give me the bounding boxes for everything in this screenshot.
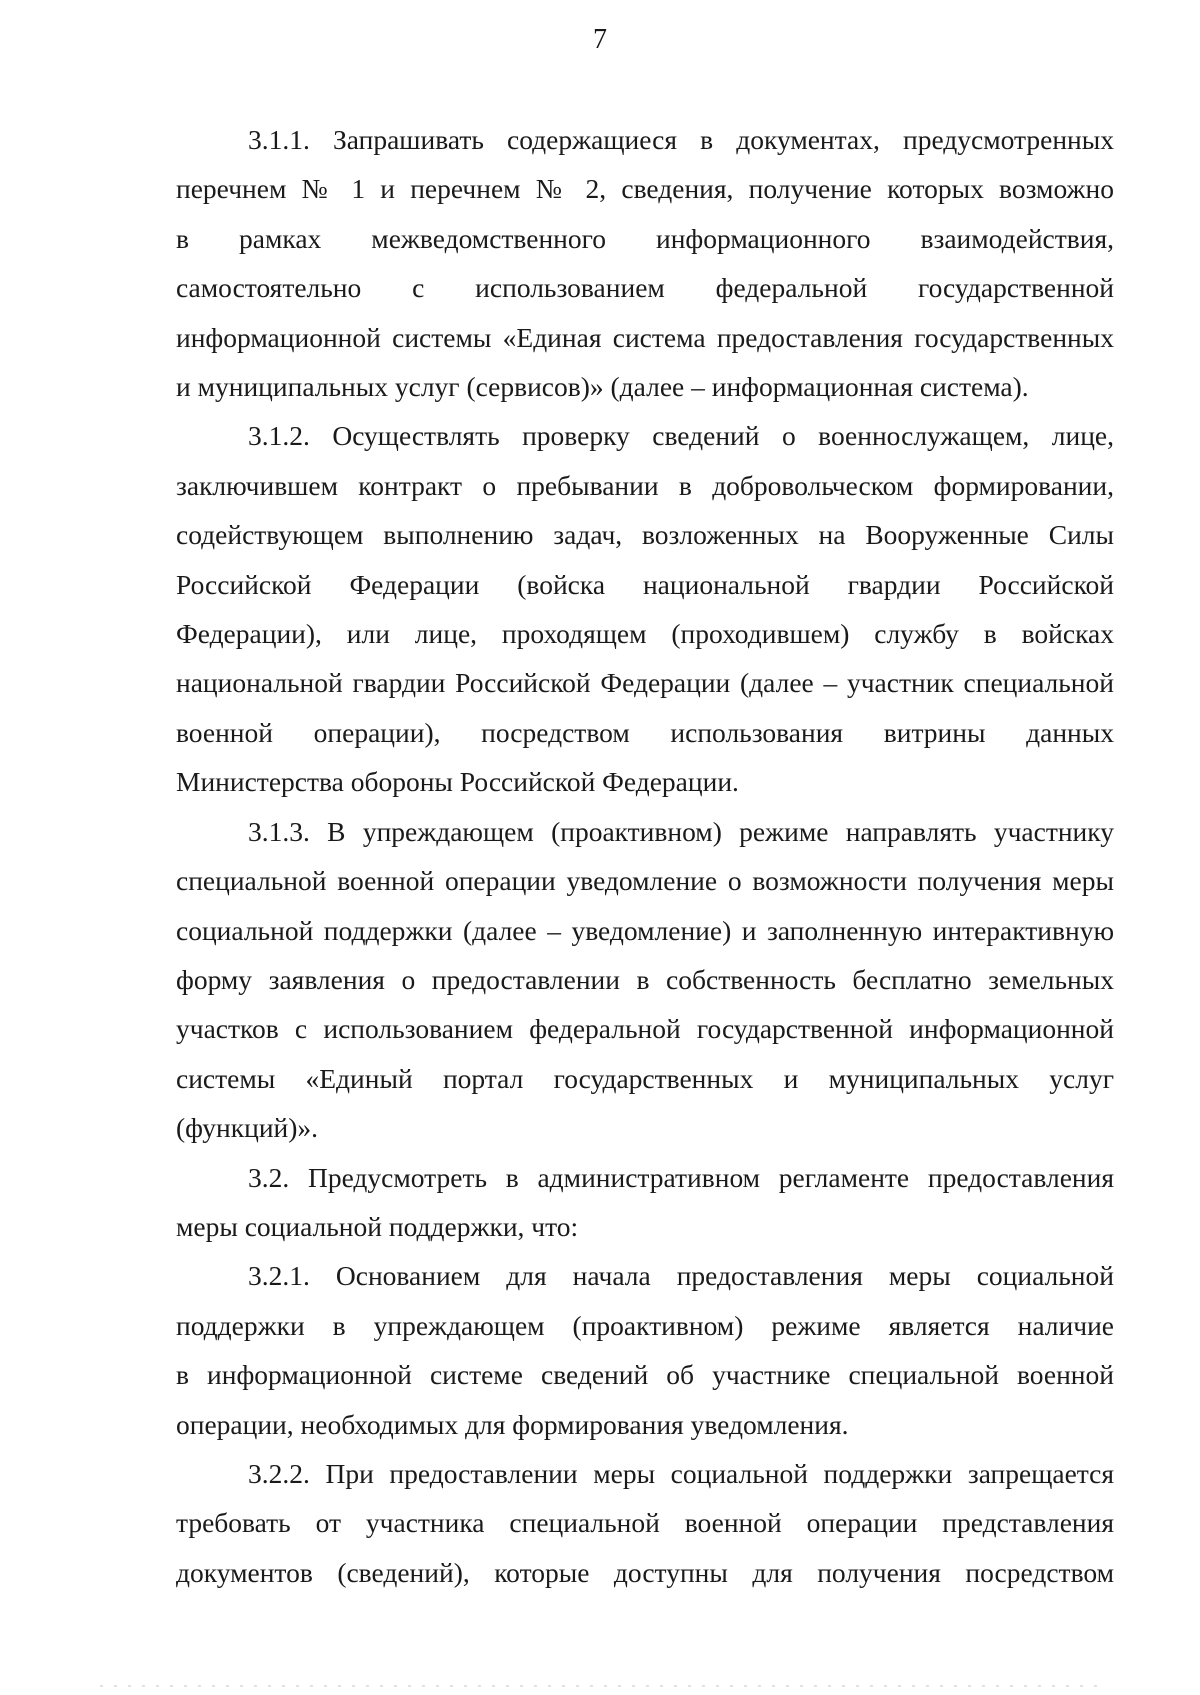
text-line: 3.1.2. Осуществлять проверку сведений о военнослужащем, лице,: [248, 420, 1114, 452]
text-line: 3.2.1. Основанием для начала предоставления меры социальной: [248, 1260, 1114, 1292]
text-line: в рамках межведомственного информационного взаимодействия,: [176, 222, 1114, 254]
text-line: 3.1.3. В упреждающем (проактивном) режиме направлять участнику: [248, 815, 1114, 847]
text-line: требовать от участника специальной военной операции представления: [176, 1507, 1114, 1539]
text-line: национальной гвардии Российской Федерации (далее – участник специальной: [176, 667, 1114, 699]
text-line: самостоятельно с использованием федеральной государственной: [176, 272, 1114, 304]
document-body: [176, 115, 1114, 1597]
text-line: Федерации), или лице, проходящем (проходившем) службу в войсках: [176, 618, 1114, 650]
paragraph-3-2-1: [176, 1251, 1114, 1449]
text-line: в информационной системе сведений об участнике специальной военной: [176, 1359, 1114, 1391]
text-line: 3.2.2. При предоставлении меры социальной поддержки запрещается: [248, 1457, 1114, 1489]
text-line: специальной военной операции уведомление о возможности получения меры: [176, 865, 1114, 897]
text-line: социальной поддержки (далее – уведомление) и заполненную интерактивную: [176, 914, 1114, 946]
text-line: заключившем контракт о пребывании в добровольческом формировании,: [176, 469, 1114, 501]
text-line: операции, необходимых для формирования уведомления.: [176, 1408, 849, 1440]
text-line: перечнем № 1 и перечнем № 2, сведения, получение которых возможно: [176, 173, 1114, 205]
text-line: документов (сведений), которые доступны для получения посредством: [176, 1556, 1114, 1588]
text-line: системы «Единый портал государственных и муниципальных услуг: [176, 1062, 1114, 1094]
text-line: поддержки в упреждающем (проактивном) режиме является наличие: [176, 1309, 1114, 1341]
page-number: 7: [593, 24, 607, 55]
paragraph-3-1-2: [176, 411, 1114, 806]
paragraph-3-2: [176, 1153, 1114, 1252]
text-line: Министерства обороны Российской Федерации.: [176, 766, 739, 798]
paragraph-3-2-2: [176, 1449, 1114, 1597]
text-line: информационной системы «Единая система предоставления государственных: [176, 321, 1114, 353]
text-line: 3.1.1. Запрашивать содержащиеся в документах, предусмотренных: [248, 124, 1114, 155]
text-line: участков с использованием федеральной государственной информационной: [176, 1013, 1114, 1045]
text-line: форму заявления о предоставлении в собственность бесплатно земельных: [176, 963, 1114, 995]
scan-artifact-line: [100, 1685, 1100, 1687]
text-line: меры социальной поддержки, что:: [176, 1210, 579, 1242]
paragraph-3-1-1: [176, 115, 1114, 411]
text-line: и муниципальных услуг (сервисов)» (далее – информационная система).: [176, 371, 1029, 403]
paragraph-3-1-3: [176, 807, 1114, 1153]
text-line: (функций)».: [176, 1112, 319, 1144]
text-line: содействующем выполнению задач, возложенных на Вооруженные Силы: [176, 519, 1114, 551]
text-line: военной операции), посредством использования витрины данных: [176, 716, 1114, 748]
text-line: Российской Федерации (войска национальной гвардии Российской: [176, 568, 1114, 600]
text-line: 3.2. Предусмотреть в административном регламенте предоставления: [248, 1161, 1114, 1193]
